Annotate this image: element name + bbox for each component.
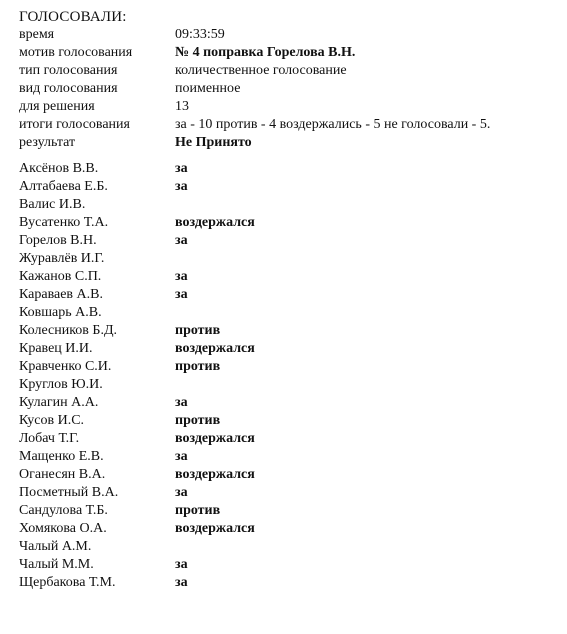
section-spacer [19, 152, 559, 160]
voting-meta-table [19, 26, 559, 152]
deputy-name: Кравченко С.И. [19, 359, 112, 374]
deputy-name: Вусатенко Т.А. [19, 215, 109, 230]
vote-row [19, 286, 559, 304]
voting-heading: ГОЛОСОВАЛИ: [19, 9, 127, 25]
deputy-name: Ковшарь А.В. [19, 305, 102, 320]
vote-row [19, 268, 559, 286]
deputy-name: Сандулова Т.Б. [19, 503, 108, 518]
meta-value: Не Принято [175, 135, 252, 150]
deputy-name: Колесников Б.Д. [19, 323, 117, 338]
vote-row [19, 394, 559, 412]
vote-row [19, 430, 559, 448]
deputy-name: Круглов Ю.И. [19, 377, 103, 392]
vote-choice: воздержался [175, 431, 255, 446]
vote-row [19, 448, 559, 466]
vote-row [19, 340, 559, 358]
vote-row [19, 322, 559, 340]
meta-row [19, 116, 559, 134]
vote-choice: против [175, 323, 221, 338]
vote-row [19, 358, 559, 376]
deputy-name: Горелов В.Н. [19, 233, 97, 248]
meta-label: мотив голосования [19, 45, 133, 60]
deputy-name: Кравец И.И. [19, 341, 93, 356]
deputy-name: Чалый М.М. [19, 557, 94, 572]
meta-label: для решения [19, 99, 95, 114]
vote-row [19, 196, 559, 214]
deputy-name: Посметный В.А. [19, 485, 119, 500]
meta-row [19, 44, 559, 62]
vote-choice: за [175, 287, 188, 302]
vote-choice: за [175, 485, 188, 500]
vote-choice: за [175, 233, 188, 248]
meta-row [19, 26, 559, 44]
vote-choice: за [175, 269, 188, 284]
deputy-name: Караваев А.В. [19, 287, 103, 302]
meta-label: тип голосования [19, 63, 118, 78]
vote-row [19, 574, 559, 592]
deputy-name: Оганесян В.А. [19, 467, 106, 482]
voting-protocol [19, 8, 559, 592]
meta-row [19, 80, 559, 98]
vote-choice: за [175, 575, 188, 590]
vote-row [19, 520, 559, 538]
deputy-name: Кажанов С.П. [19, 269, 102, 284]
votes-list [19, 160, 559, 592]
meta-value: 09:33:59 [175, 27, 225, 42]
deputy-name: Валис И.В. [19, 197, 86, 212]
deputy-name: Лобач Т.Г. [19, 431, 80, 446]
vote-choice: за [175, 557, 188, 572]
vote-choice: за [175, 395, 188, 410]
meta-value: № 4 поправка Горелова В.Н. [175, 45, 356, 60]
vote-row [19, 250, 559, 268]
meta-value: 13 [175, 99, 189, 114]
deputy-name: Хомякова О.А. [19, 521, 107, 536]
meta-label: вид голосования [19, 81, 118, 96]
vote-row [19, 304, 559, 322]
vote-choice: воздержался [175, 467, 255, 482]
vote-row [19, 538, 559, 556]
deputy-name: Щербакова Т.М. [19, 575, 116, 590]
vote-row [19, 214, 559, 232]
vote-row [19, 412, 559, 430]
vote-row [19, 376, 559, 394]
deputy-name: Кусов И.С. [19, 413, 85, 428]
vote-row [19, 484, 559, 502]
vote-row [19, 502, 559, 520]
vote-row [19, 466, 559, 484]
vote-row [19, 232, 559, 250]
vote-choice: за [175, 179, 188, 194]
vote-choice: против [175, 359, 221, 374]
meta-label: время [19, 27, 55, 42]
deputy-name: Аксёнов В.В. [19, 161, 99, 176]
deputy-name: Алтабаева Е.Б. [19, 179, 108, 194]
deputy-name: Журавлёв И.Г. [19, 251, 105, 266]
meta-label: результат [19, 135, 76, 150]
vote-choice: воздержался [175, 215, 255, 230]
meta-label: итоги голосования [19, 117, 130, 132]
vote-row [19, 178, 559, 196]
meta-row [19, 62, 559, 80]
vote-choice: за [175, 449, 188, 464]
vote-row [19, 556, 559, 574]
vote-choice: против [175, 413, 221, 428]
vote-choice: воздержался [175, 521, 255, 536]
vote-choice: воздержался [175, 341, 255, 356]
meta-value: количественное голосование [175, 63, 347, 78]
deputy-name: Кулагин А.А. [19, 395, 99, 410]
meta-row [19, 134, 559, 152]
vote-row [19, 160, 559, 178]
deputy-name: Чалый А.М. [19, 539, 92, 554]
vote-choice: против [175, 503, 221, 518]
meta-row [19, 98, 559, 116]
deputy-name: Мащенко Е.В. [19, 449, 104, 464]
meta-value: за - 10 против - 4 воздержались - 5 не голосовали - 5. [175, 117, 491, 132]
vote-choice: за [175, 161, 188, 176]
meta-value: поименное [175, 81, 241, 96]
